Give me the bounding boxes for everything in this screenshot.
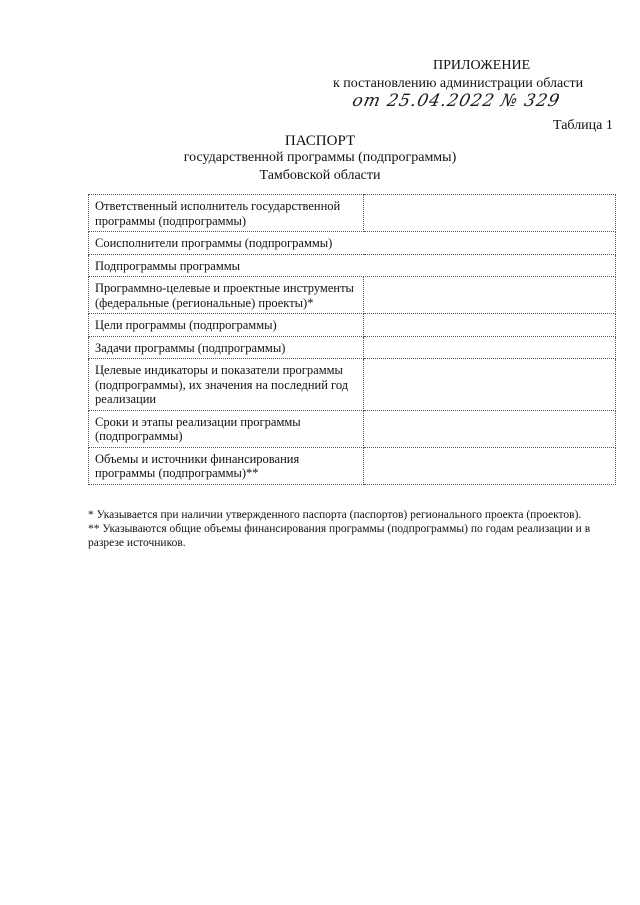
table-row: [89, 447, 616, 484]
row-label: Программно-целевые и проектные инструменты (федеральные (региональные) проекты)*: [89, 277, 364, 314]
appendix-title: ПРИЛОЖЕНИЕ: [433, 58, 531, 73]
table-row: [89, 277, 616, 314]
table-row: [89, 232, 616, 255]
svg-text:от 25.04.2022 № 329: от 25.04.2022 № 329: [350, 91, 563, 111]
row-label: Подпрограммы программы: [89, 254, 616, 277]
row-value: [364, 447, 616, 484]
row-value: [364, 277, 616, 314]
passport-subtitle-region: Тамбовской области: [259, 168, 381, 183]
table-number: Таблица 1: [553, 118, 613, 133]
table-row: [89, 254, 616, 277]
row-label: Задачи программы (подпрограммы): [89, 336, 364, 359]
handwritten-date-signature: [347, 89, 603, 118]
row-value: [364, 195, 616, 232]
row-value: [364, 336, 616, 359]
table-row: [89, 336, 616, 359]
table-row: [89, 314, 616, 337]
appendix-subtitle: к постановлению администрации области: [333, 76, 584, 91]
row-label: Сроки и этапы реализации программы (подпрограммы): [89, 410, 364, 447]
footnote-2: ** Указываются общие объемы финансирования программы (подпрограммы) по годам реализации и в разрезе источников.: [88, 523, 591, 549]
row-label: Цели программы (подпрограммы): [89, 314, 364, 337]
handwritten-date-drawing: [348, 89, 603, 113]
row-value: [364, 314, 616, 337]
row-label: Ответственный исполнитель государственной программы (подпрограммы): [89, 195, 364, 232]
row-value: [364, 410, 616, 447]
passport-table: [88, 194, 616, 485]
passport-subtitle-program: государственной программы (подпрограммы): [183, 150, 457, 165]
row-label: Объемы и источники финансирования программы (подпрограммы)**: [89, 447, 364, 484]
footnote-1: * Указывается при наличии утвержденного паспорта (паспортов) регионального проекта (проектов).: [88, 509, 582, 521]
table-row: [89, 195, 616, 232]
row-label: Соисполнители программы (подпрограммы): [89, 232, 616, 255]
table-row: [89, 359, 616, 411]
table-row: [89, 410, 616, 447]
row-label: Целевые индикаторы и показатели программы (подпрограммы), их значения на последний год реализации: [89, 359, 364, 411]
footnotes: [88, 508, 620, 550]
passport-title: ПАСПОРТ: [284, 133, 356, 149]
row-value: [364, 359, 616, 411]
